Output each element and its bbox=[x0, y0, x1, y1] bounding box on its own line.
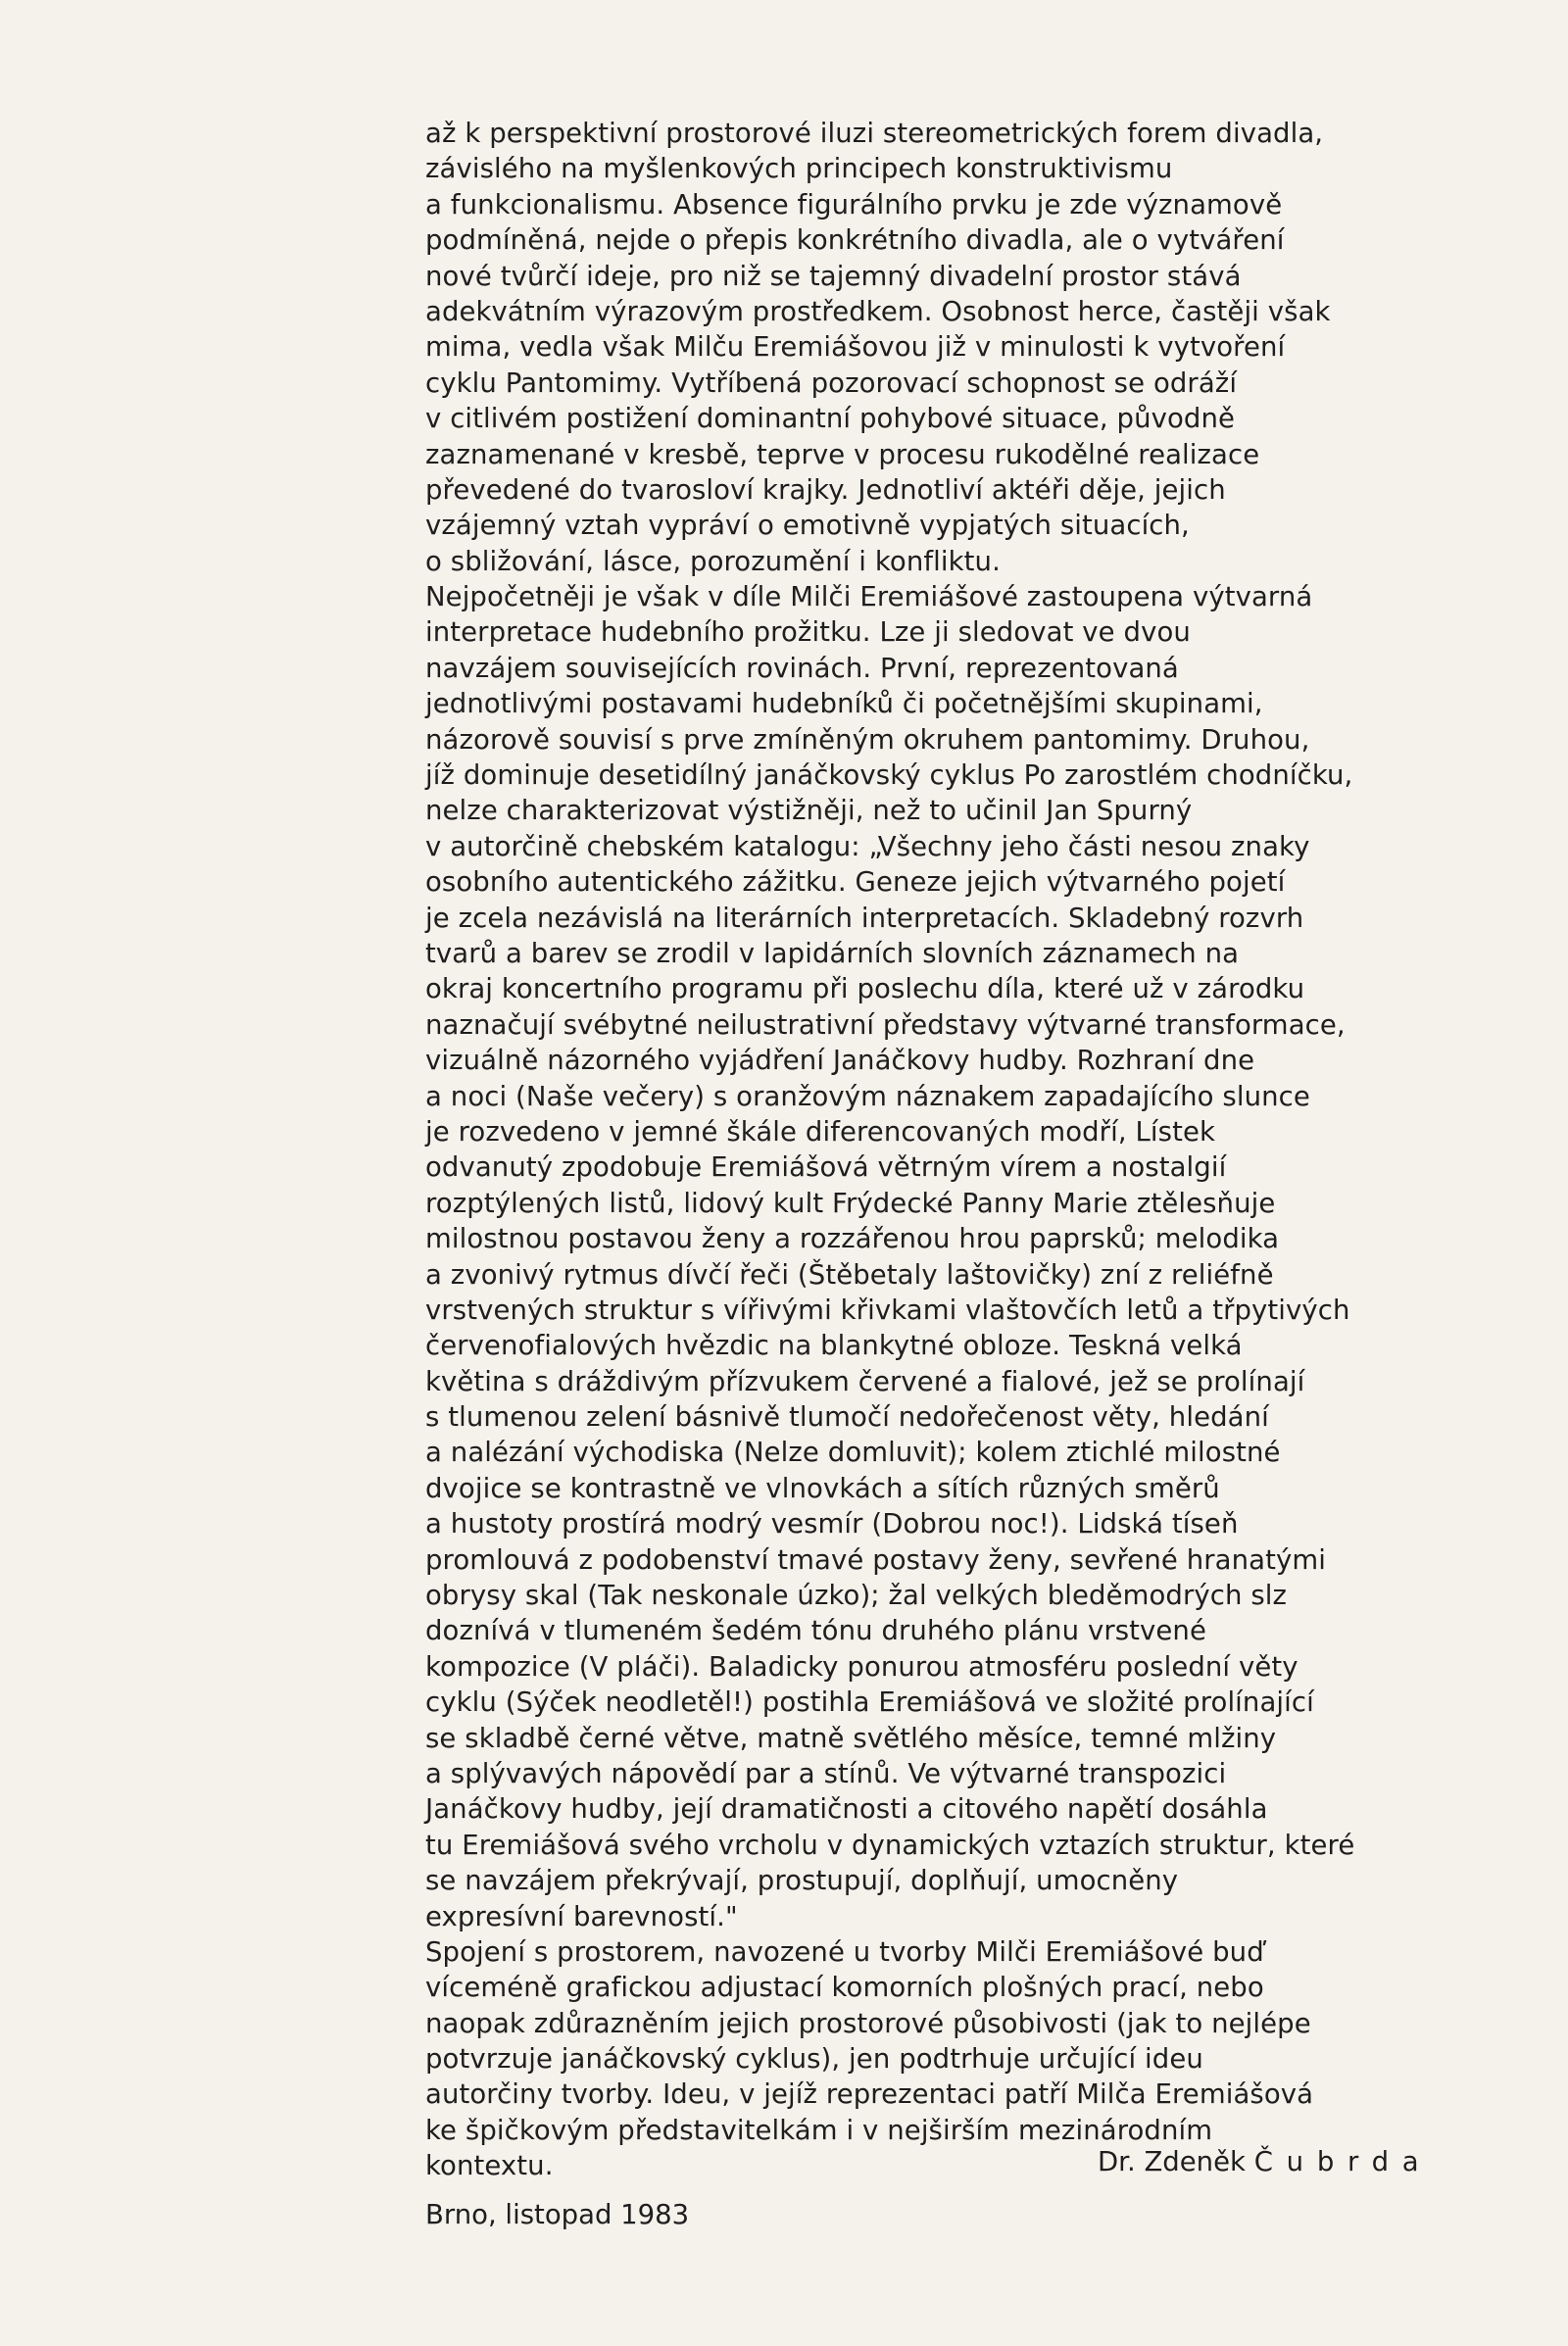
text-line: potvrzuje janáčkovský cyklus), jen podtrhuje určující ideu bbox=[425, 2043, 1203, 2076]
text-line: názorově souvisí s prve zmíněným okruhem pantomimy. Druhou, bbox=[425, 723, 1310, 756]
text-line: a hustoty prostírá modrý vesmír (Dobrou noc!). Lidská tíseň bbox=[425, 1508, 1239, 1540]
text-line: květina s dráždivým přízvukem červené a fialové, jež se prolínají bbox=[425, 1365, 1305, 1397]
text-line: autorčiny tvorby. Ideu, v jejíž reprezentaci patří Milča Eremiášová bbox=[425, 2078, 1314, 2111]
text-line: červenofialových hvězdic na blankytné obloze. Teskná velká bbox=[425, 1330, 1243, 1362]
text-line: podmíněná, nejde o přepis konkrétního divadla, ale o vytváření bbox=[425, 224, 1285, 257]
text-line: cyklu Pantomimy. Vytříbená pozorovací schopnost se odráží bbox=[425, 367, 1238, 399]
text-line: se navzájem překrývají, prostupují, doplňují, umocněny bbox=[425, 1865, 1179, 1897]
text-line: naopak zdůrazněním jejich prostorové působivosti (jak to nejlépe bbox=[425, 2007, 1311, 2039]
text-line: rozptýlených listů, lidový kult Frýdecké Panny Marie ztělesňuje bbox=[425, 1187, 1276, 1219]
text-line: závislého na myšlenkových principech konstruktivismu bbox=[425, 153, 1173, 185]
text-line: jednotlivými postavami hudebníků či početnějšími skupinami, bbox=[425, 688, 1263, 720]
text-line: vzájemný vztah vypráví o emotivně vypjatých situacích, bbox=[425, 510, 1190, 542]
text-line: cyklu (Sýček neodletěl!) postihla Eremiášová ve složité prolínající bbox=[425, 1686, 1314, 1719]
text-line: Spojení s prostorem, navozené u tvorby Milči Eremiášové buď bbox=[425, 1935, 1264, 1968]
text-line: nové tvůrčí ideje, pro niž se tajemný divadelní prostor stává bbox=[425, 260, 1242, 292]
text-line: se skladbě černé větve, matně světlého měsíce, temné mlžiny bbox=[425, 1722, 1277, 1754]
text-line: Nejpočetněji je však v díle Milči Eremiášové zastoupena výtvarná bbox=[425, 581, 1313, 613]
text-line: je zcela nezávislá na literárních interpretacích. Skladebný rozvrh bbox=[425, 902, 1304, 934]
text-line: vizuálně názorného vyjádření Janáčkovy hudby. Rozhraní dne bbox=[425, 1045, 1255, 1077]
text-line: a splývavých nápovědí par a stínů. Ve výtvarné transpozici bbox=[425, 1757, 1227, 1789]
text-line: naznačují svébytné neilustrativní představy výtvarné transformace, bbox=[425, 1008, 1346, 1041]
text-line: v citlivém postižení dominantní pohybové situace, původně bbox=[425, 403, 1236, 435]
author-signature bbox=[1098, 2144, 1432, 2179]
text-line: vrstvených struktur s vířivými křivkami vlaštovčích letů a třpytivých bbox=[425, 1294, 1350, 1326]
text-line: milostnou postavou ženy a rozzářenou hrou paprsků; melodika bbox=[425, 1223, 1280, 1255]
text-line: jíž dominuje desetidílný janáčkovský cyklus Po zarostlém chodníčku, bbox=[425, 759, 1353, 792]
text-line: doznívá v tlumeném šedém tónu druhého plánu vrstvené bbox=[425, 1615, 1206, 1647]
text-line: víceméně grafickou adjustací komorních plošných prací, nebo bbox=[425, 1972, 1264, 2004]
text-line: s tlumenou zelení básnivě tlumočí nedořečenost věty, hledání bbox=[425, 1401, 1269, 1434]
text-line: v autorčině chebském katalogu: „Všechny jeho části nesou znaky bbox=[425, 830, 1310, 862]
text-line: mima, vedla však Milču Eremiášovou již v minulosti k vytvoření bbox=[425, 331, 1286, 364]
text-line: promlouvá z podobenství tmavé postavy ženy, sevřené hranatými bbox=[425, 1543, 1326, 1576]
text-line: Janáčkovy hudby, její dramatičnosti a citového napětí dosáhla bbox=[425, 1793, 1268, 1826]
text-line: tu Eremiášová svého vrcholu v dynamických vztazích struktur, které bbox=[425, 1829, 1355, 1861]
text-line: interpretace hudebního prožitku. Lze ji sledovat ve dvou bbox=[425, 616, 1191, 649]
text-line: okraj koncertního programu při poslechu díla, které už v zárodku bbox=[425, 973, 1305, 1005]
text-line: osobního autentického zážitku. Geneze jejich výtvarného pojetí bbox=[425, 866, 1286, 899]
place-date: Brno, listopad 1983 bbox=[425, 2199, 690, 2230]
text-line: tvarů a barev se zrodil v lapidárních slovních záznamech na bbox=[425, 937, 1240, 969]
text-line: a zvonivý rytmus dívčí řeči (Štěbetaly laštovičky) zní z reliéfně bbox=[425, 1258, 1274, 1291]
text-line: a funkcionalismu. Absence figurálního prvku je zde významově bbox=[425, 188, 1283, 220]
text-line: navzájem souvisejících rovinách. První, reprezentovaná bbox=[425, 652, 1179, 684]
text-line: je rozvedeno v jemné škále diferencovaných modří, Lístek bbox=[425, 1115, 1216, 1148]
text-line: expresívní barevností." bbox=[425, 1900, 738, 1932]
text-line: kontextu. bbox=[425, 2150, 554, 2182]
author-surname: Čubrda bbox=[1253, 2146, 1433, 2177]
text-line: dvojice se kontrastně ve vlnovkách a sítích různých směrů bbox=[425, 1472, 1220, 1504]
text-line: adekvátním výrazovým prostředkem. Osobnost herce, častěji však bbox=[425, 295, 1331, 327]
text-line: obrysy skal (Tak neskonale úzko); žal velkých bleděmodrých slz bbox=[425, 1580, 1288, 1612]
text-line: ke špičkovým představitelkám i v nejširším mezinárodním bbox=[425, 2114, 1213, 2146]
text-line: převedené do tvarosloví krajky. Jednotliví aktéři děje, jejich bbox=[425, 473, 1226, 506]
text-line: zaznamenané v kresbě, teprve v procesu rukodělné realizace bbox=[425, 438, 1260, 470]
text-line: a nalézání východiska (Nelze domluvit); kolem ztichlé milostné bbox=[425, 1437, 1281, 1469]
text-line: o sbližování, lásce, porozumění i konfliktu. bbox=[425, 545, 1001, 577]
text-line: až k perspektivní prostorové iluzi stereometrických forem divadla, bbox=[425, 118, 1324, 149]
author-title-name: Dr. Zdeněk bbox=[1098, 2146, 1246, 2177]
text-line: a noci (Naše večery) s oranžovým náznakem zapadajícího slunce bbox=[425, 1080, 1310, 1112]
text-line: nelze charakterizovat výstižněji, než to učinil Jan Spurný bbox=[425, 795, 1193, 827]
body-text bbox=[425, 116, 1435, 2184]
text-line: kompozice (V pláči). Baladicky ponurou atmosféru poslední věty bbox=[425, 1650, 1298, 1683]
text-line: odvanutý zpodobuje Eremiášová větrným vírem a nostalgií bbox=[425, 1151, 1227, 1184]
